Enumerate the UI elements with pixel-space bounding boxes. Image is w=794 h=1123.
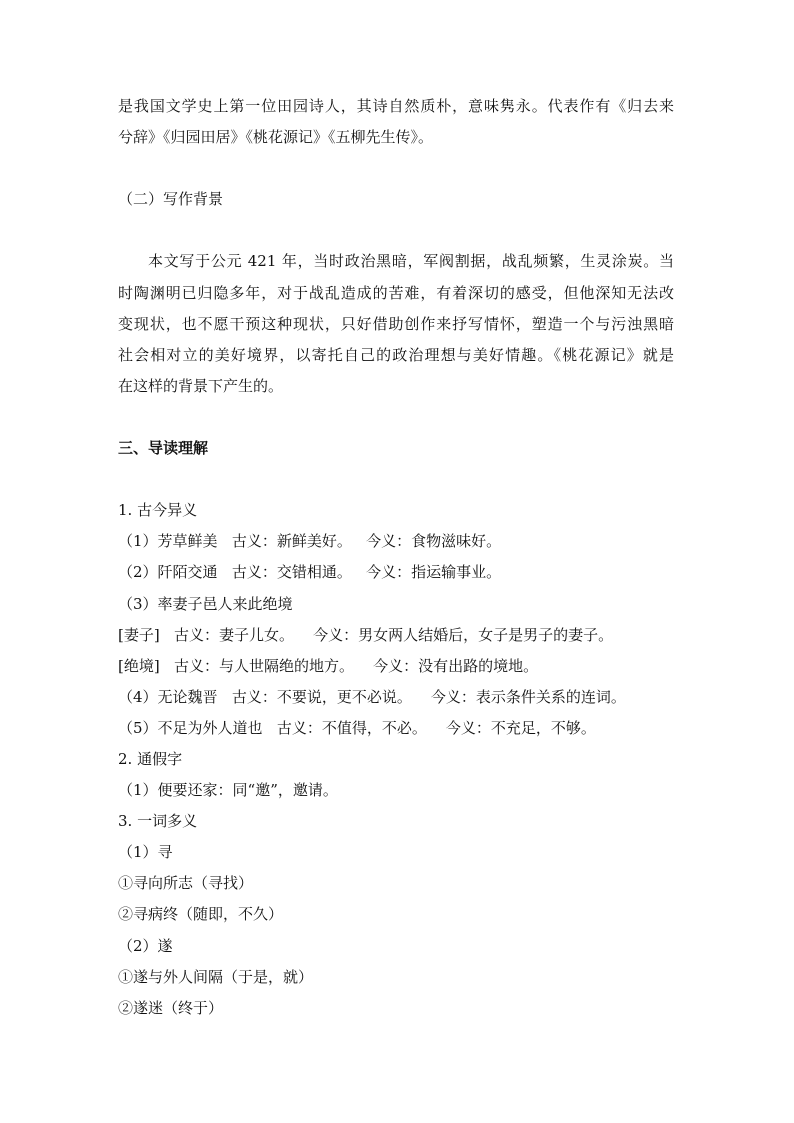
duoyi-word: （1）寻	[118, 843, 173, 862]
background-line: 本文写于公元 421 年，当时政治黑暗，军阀割据，战乱频繁，生灵涂炭。当	[148, 252, 674, 271]
duoyi-word: （2）遂	[118, 936, 173, 955]
spacer	[118, 215, 674, 246]
background-line: 时陶渊明已归隐多年，对于战乱造成的苦难，有着深切的感受，但他深知无法改	[118, 283, 674, 302]
gujin-item: [妻子] 古义：妻子儿女。 今义：男女两人结婚后，女子是男子的妻子。	[118, 625, 614, 644]
gujin-item: （5）不足为外人道也 古义：不值得，不必。 今义：不充足，不够。	[118, 718, 596, 737]
gujin-item: （1）芳草鲜美 古义：新鲜美好。 今义：食物滋味好。	[118, 532, 502, 551]
background-line: 社会相对立的美好境界，以寄托自己的政治理想与美好情趣。《桃花源记》就是	[118, 345, 674, 364]
gujin-item: （2）阡陌交通 古义：交错相通。 今义：指运输事业。	[118, 563, 502, 582]
duoyi-sense: ②遂迷（终于）	[118, 998, 224, 1017]
tongjia-item: （1）便要还家：同“邀”，邀请。	[118, 781, 338, 800]
spacer	[118, 402, 674, 433]
page-content	[118, 91, 674, 1024]
intro-line: 是我国文学史上第一位田园诗人，其诗自然质朴，意味隽永。代表作有《归去来	[118, 97, 674, 115]
duoyi-sense: ①遂与外人间隔（于是，就）	[118, 967, 314, 986]
gujin-item: [绝境] 古义：与人世隔绝的地方。 今义：没有出路的境地。	[118, 656, 539, 675]
duoyi-sense: ①寻向所志（寻找）	[118, 874, 254, 893]
duoyi-sense: ②寻病终（随即，不久）	[118, 905, 284, 924]
subsection-title-duoyi: 3. 一词多义	[118, 812, 198, 831]
section-heading-guide: 三、导读理解	[118, 439, 209, 458]
gujin-item: （3）率妻子邑人来此绝境	[118, 594, 293, 613]
background-line: 变现状，也不愿干预这种现状，只好借助创作来抒写情怀，塑造一个与污浊黑暗	[118, 314, 674, 333]
spacer	[118, 464, 674, 495]
spacer	[118, 153, 674, 184]
intro-line: 兮辞》《归园田居》《桃花源记》《五柳先生传》。	[118, 128, 434, 147]
subsection-title-tongjia: 2. 通假字	[118, 749, 183, 768]
subsection-title-gujin: 1. 古今异义	[118, 501, 198, 520]
background-line: 在这样的背景下产生的。	[118, 376, 284, 395]
gujin-item: （4）无论魏晋 古义：不要说，更不必说。 今义：表示条件关系的连词。	[118, 687, 626, 706]
section-heading-background: （二）写作背景	[118, 190, 224, 209]
